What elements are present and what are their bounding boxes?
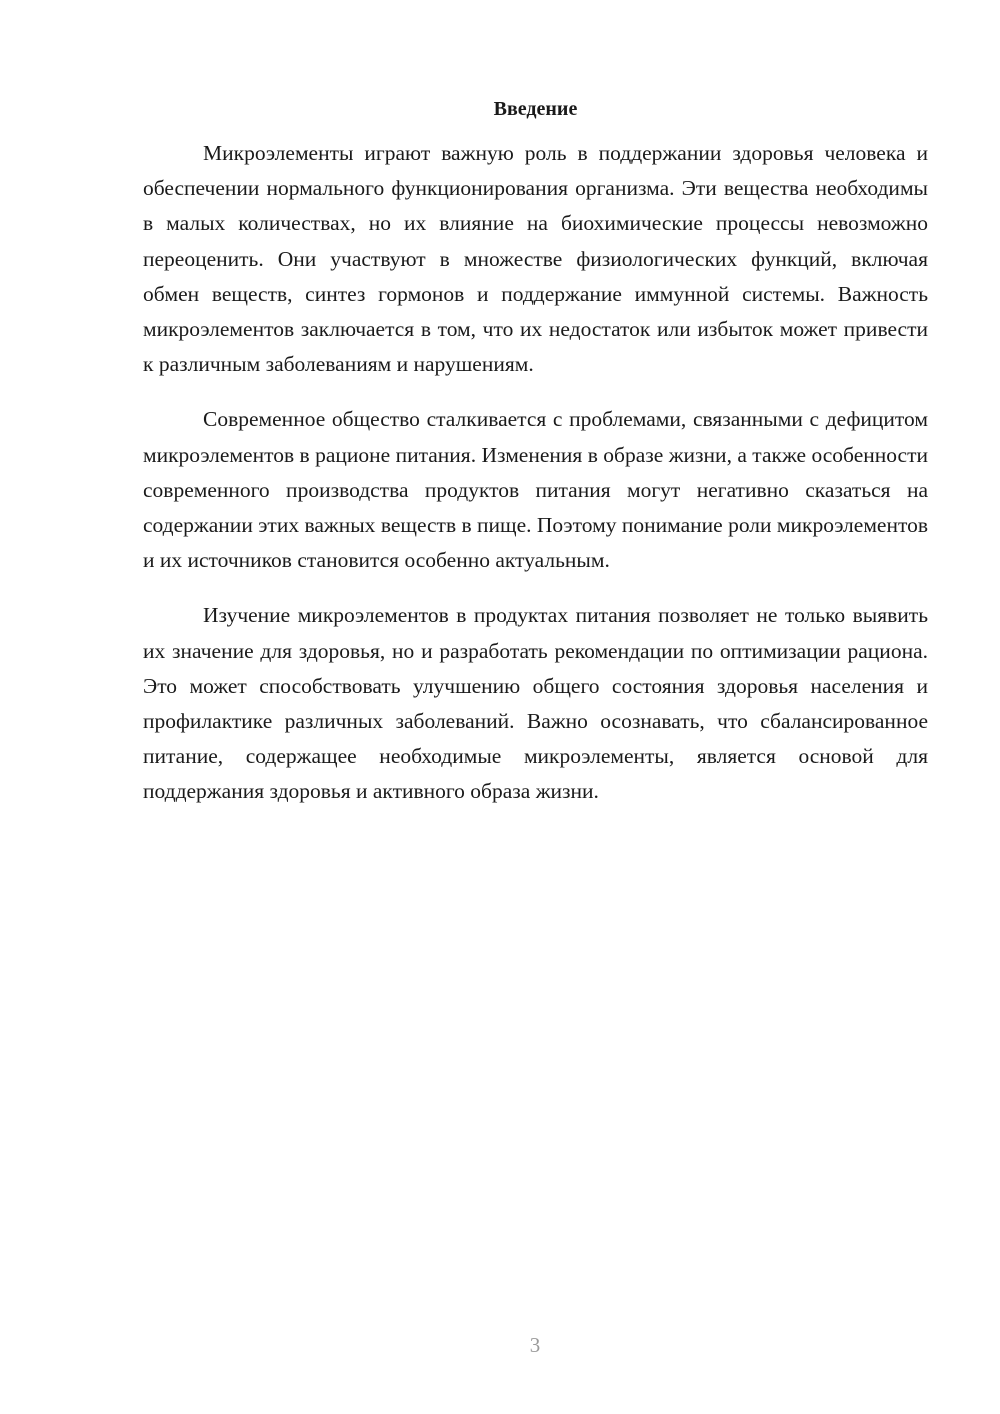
paragraph-2: Современное общество сталкивается с проблемами, связанными с дефицитом микроэлементов в рационе питания. Изменения в образе жизни, а также особенности современного производства продуктов питания могут негативно сказаться на содержании этих важных веществ в пище. Поэтому понимание роли микроэлементов и их источников становится особенно актуальным. (143, 407, 928, 573)
paragraph-3: Изучение микроэлементов в продуктах питания позволяет не только выявить их значение для здоровья, но и разработать рекомендации по оптимизации рациона. Это может способствовать улучшению общего состояния здоровья населения и профилактике различных заболеваний. Важно осознавать, что сбалансированное питание, содержащее необходимые микроэлементы, является основой для поддержания здоровья и активного образа жизни. (143, 603, 928, 804)
page-content (143, 94, 928, 830)
page-number: 3 (529, 1333, 541, 1357)
paragraph-1: Микроэлементы играют важную роль в поддержании здоровья человека и обеспечении нормального функционирования организма. Эти вещества необходимы в малых количествах, но их влияние на биохимические процессы невозможно переоценить. Они участвуют в множестве физиологических функций, включая обмен веществ, синтез гормонов и поддержание иммунной системы. Важность микроэлементов заключается в том, что их недостаток или избыток может привести к различным заболеваниям и нарушениям. (143, 141, 928, 377)
section-heading: Введение (493, 98, 578, 120)
